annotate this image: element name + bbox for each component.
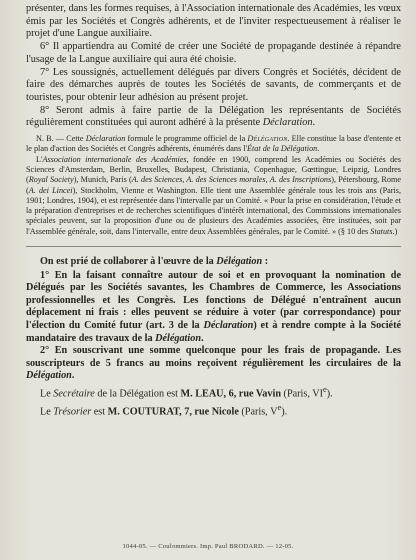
collaboration-section [26,256,401,419]
declaration-articles [26,3,401,130]
printer-imprint: 1044-05. — Coulommiers. Imp. Paul BRODARD. — 12-05. [122,543,294,550]
nota-bene-note [26,134,401,237]
collaboration-item-1: 1° En la faisant connaître autour de soi et en provoquant la nomination de Délégués par les Sociétés savantes, les Chambres de Commerce, les Associations professionnelles et les Congrès. Les fonctions de Délégué n'entraînent aucun déplacement ni frais : elles peuvent se réduire à voter (par correspondance) pour l'élection du Comité futur (art. 3 de la Déclaration) et à rendre compte à la Société mandataire des travaux de la Délégation. [26,269,401,344]
article-8: 8° Seront admis à faire partie de la Délégation les représentants de Sociétés régulièrement constituées qui auront adhéré à la présente Déclaration. [26,104,401,129]
section-divider [26,246,401,247]
note-paragraph-1: N. B. — Cette Déclaration formule le programme officiel de la Délégation. Elle constitue la base d'entente et le plan d'action des Sociétés et Congrès adhérents, énumérés dans l'État de la Délégation. [26,134,401,154]
treasurer-line: Le Trésorier est M. COUTURAT, 7, rue Nicole (Paris, Ve). [40,401,288,418]
secretary-line: Le Secrétaire de la Délégation est M. LEAU, 6, rue Vavin (Paris, VIe). [40,383,333,400]
note-paragraph-2: L'Association internationale des Académies, fondée en 1900, comprend les Académies ou Sociétés des Sciences d'Amsterdam, Berlin, Bruxelles, Budapest, Christiania, Copenhague, Gœttingue, Leipzig, Londres (Royal Society), Munich, Paris (A. des Sciences, A. des Sciences morales, A. des Inscriptions), Pétersbourg, Rome (A. dei Lincei), Stockholm, Vienne et Washington. Elle tient une Assemblée générale tous les trois ans (Paris, 1901; Londres, 1904), et est représentée dans l'intervalle par un Comité. « Pour la prise en considération, l'étude et la préparation d'entreprises et de recherches scientifiques d'intérêt international, des Commissions internationales spéciales peuvent, sur la proposition d'une ou de plusieurs des Académies associées, être instituées, soit par l'Assemblée générale, soit, dans l'intervalle, entre deux Assemblées générales, par le Comité. » (§ 10 des Statuts.) [26,154,401,236]
article-7: 7° Les soussignés, actuellement délégués par divers Congrès et Sociétés, décident de faire des démarches auprès de toutes les Sociétés de savants, de commerçants et de touristes, pour obtenir leur adhésion au présent projet. [26,66,401,103]
article-5-continuation: présenter, dans les formes requises, à l'Association internationale des Académies, les vœux émis par les Sociétés et Congrès adhérents, et de l'inviter respectueusement à réaliser le projet d'une Langue auxiliaire. [26,3,401,40]
article-6: 6° Il appartiendra au Comité de créer une Société de propagande destinée à répandre l'usage de la Langue auxiliaire qui aura été choisie. [26,41,401,65]
collaboration-item-2: 2° En souscrivant une somme quelconque pour les frais de propagande. Les souscripteurs de 5 francs au moins reçoivent régulièrement les circulaires de la Délégation. [26,345,401,382]
collaboration-intro: On est prié de collaborer à l'œuvre de la Délégation : [40,256,269,267]
